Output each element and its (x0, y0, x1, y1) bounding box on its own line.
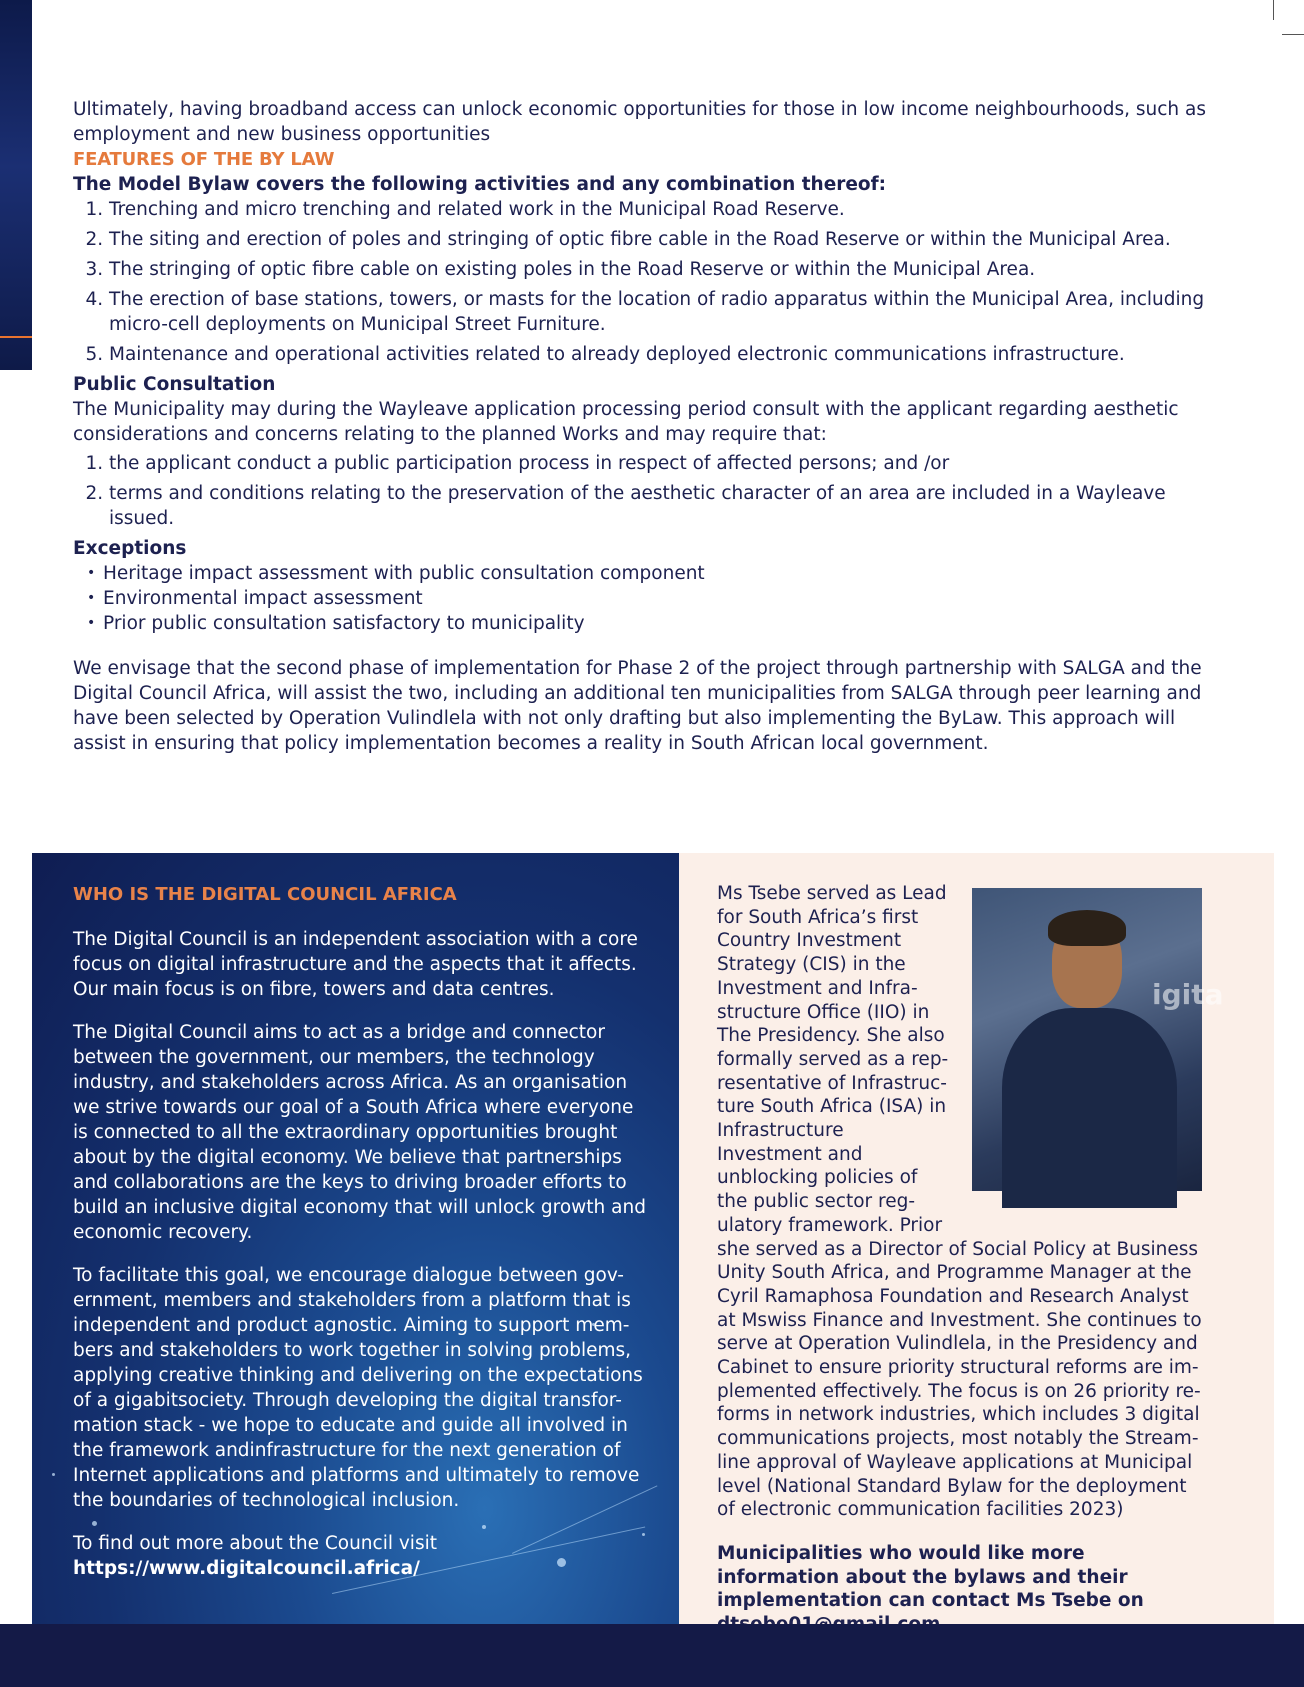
public-consultation-paragraph: The Municipality may during the Wayleave application processing period consult with the applicant regarding aesthetic considerations and concerns relating to the planned Works and may require that: (73, 399, 1179, 445)
digital-council-p3: To facilitate this goal, we encourage dialogue between gov-ernment, members and stakeholders from a platform that is independent and product agnostic. Aiming to support mem-bers and stakeholders to work together in solving problems, applying creative thinking and delivering on the expectations of a gigabitsociety. Through developing the digital transfor-mation stack - we hope to educate and guide all involved in the framework andinfrastructure for the next generation of Internet applications and platforms and ultimately to remove the boundaries of technological inclusion. (73, 1265, 643, 1511)
list-item: • Environmental impact assessment (103, 586, 1208, 611)
features-list (73, 197, 1208, 367)
list-item: 3. The stringing of optic fibre cable on existing poles in the Road Reserve or within the Municipal Area. (109, 257, 1208, 282)
visit-text: To find out more about the Council visit (73, 1533, 437, 1554)
list-item: • Prior public consultation satisfactory to municipality (103, 611, 1208, 636)
list-item: 2. The siting and erection of poles and stringing of optic fibre cable in the Road Reserve or within the Municipal Area. (109, 227, 1208, 252)
crop-mark (1282, 34, 1304, 35)
list-item: • Heritage impact assessment with public consultation component (103, 561, 1208, 586)
bio-text (717, 882, 1207, 1637)
intro-paragraph: Ultimately, having broadband access can unlock economic opportunities for those in low income neighbourhoods, such as employment and new business opportunities (73, 99, 1206, 145)
article-upper-section (73, 97, 1208, 756)
closing-paragraph: We envisage that the second phase of implementation for Phase 2 of the project through partnership with SALGA and the Digital Council Africa, will assist the two, including an additional ten municipalities from SALGA through peer learning and have been selected by Operation Vulindlela with not only drafting but also implementing the ByLaw. This approach will assist in ensuring that policy implementation becomes a reality in South African local government. (73, 658, 1202, 754)
public-consultation-title: Public Consultation (73, 374, 276, 395)
public-consultation-list (73, 451, 1208, 531)
exceptions-title: Exceptions (73, 538, 187, 559)
list-item: 4. The erection of base stations, towers, or masts for the location of radio apparatus within the Municipal Area, including micro-cell deployments on Municipal Street Furniture. (109, 287, 1208, 337)
background-sign-text: igita (1152, 978, 1224, 1011)
network-dot (52, 1473, 55, 1476)
digital-council-text (73, 882, 653, 1599)
list-item: 2. terms and conditions relating to the preservation of the aesthetic character of an area are included in a Wayleave issued. (109, 481, 1208, 531)
bio-wide-text: she served as a Director of Social Policy at Business Unity South Africa, and Programme Manager at the Cyril Ramaphosa Foundation and Research Analyst at Mswiss Finance and Investment. She continues to serve at Operation Vulindlela, in the Presidency and Cabinet to ensure priority structural reforms are im-plemented effectively. The focus is on 26 priority re-forms in network industries, which includes 3 digital communications projects, most notably the Stream-line approval of Wayleave applications at Municipal level (National Standard Bylaw for the deployment of electronic communication facilities 2023) (717, 1238, 1202, 1521)
bottom-footer-bar (0, 1624, 1304, 1687)
bio-contact-text: Municipalities who would like more information about the bylaws and their implementation can contact Ms Tsebe on (717, 1542, 1144, 1612)
left-bar-accent-line (0, 336, 32, 338)
bio-panel (679, 853, 1274, 1624)
digital-council-p1: The Digital Council is an independent association with a core focus on digital infrastructure and the aspects that it affects. Our main focus is on fibre, towers and data centres. (73, 929, 638, 1000)
council-website-link[interactable]: https://www.digitalcouncil.africa/ (73, 1558, 420, 1579)
list-item: 1. the applicant conduct a public participation process in respect of affected persons; and /or (109, 451, 1208, 476)
digital-council-heading: WHO IS THE DIGITAL COUNCIL AFRICA (73, 884, 457, 905)
digital-council-panel (32, 853, 679, 1624)
digital-council-p2: The Digital Council aims to act as a bridge and connector between the government, our members, the technology industry, and stakeholders across Africa. As an organisation we strive towards our goal of a South Africa where everyone is connected to all the extraordinary opportunities brought about by the digital economy. We believe that partnerships and collaborations are the keys to driving broader efforts to build an inclusive digital economy that will unlock growth and economic recovery. (73, 1022, 646, 1243)
exceptions-list (73, 561, 1208, 636)
features-heading: FEATURES OF THE BY LAW (73, 149, 335, 170)
left-decorative-bar (0, 0, 32, 370)
list-item: 1. Trenching and micro trenching and related work in the Municipal Road Reserve. (109, 197, 1208, 222)
features-subheading: The Model Bylaw covers the following activities and any combination thereof: (73, 174, 887, 195)
bio-narrow-text: Ms Tsebe served as Lead for South Africa’s first Country Investment Strategy (CIS) in the Investment and Infra-structure Office (IIO) in The Presidency. She also formally served as a rep-resentative of Infrastruc-ture South Africa (ISA) in Infrastructure Investment and unblocking policies of the public sector reg-ulatory framework. Prior (717, 883, 949, 1236)
crop-mark (1273, 0, 1274, 20)
list-item: 5. Maintenance and operational activities related to already deployed electronic communications infrastructure. (109, 342, 1208, 367)
